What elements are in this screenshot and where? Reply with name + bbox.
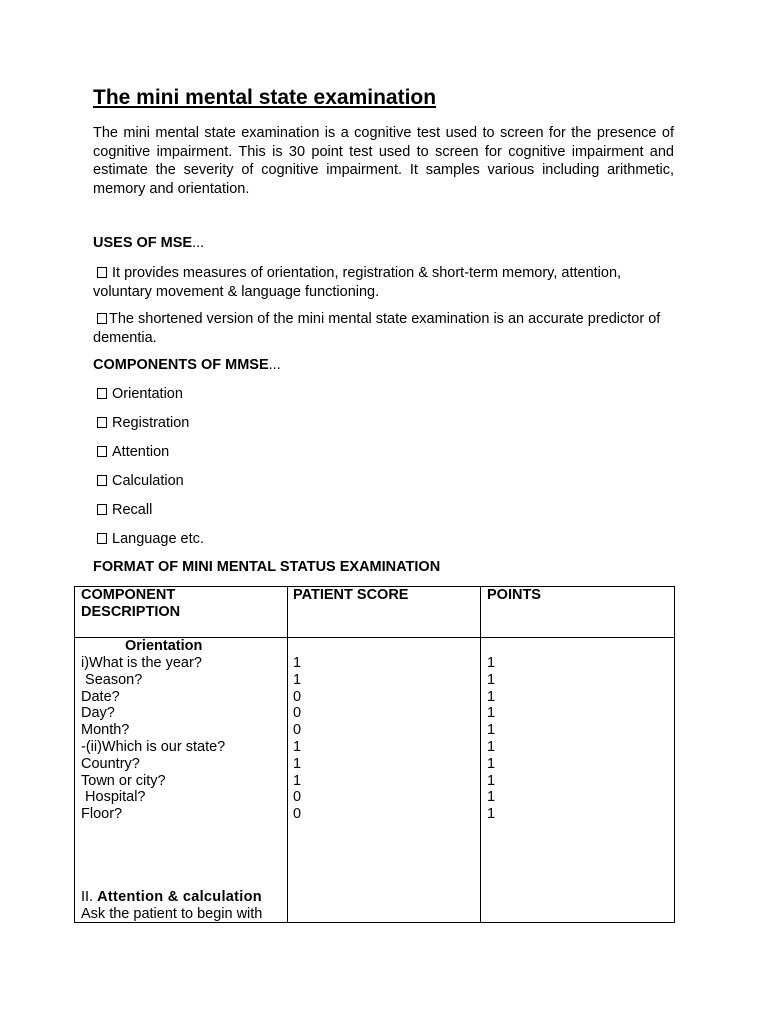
checkbox-icon: [97, 533, 107, 544]
question-cell: Date?: [81, 688, 120, 705]
header-component-description: COMPONENT DESCRIPTION: [81, 587, 181, 620]
points-cell: 1: [487, 789, 496, 806]
component-item: Calculation: [97, 472, 184, 490]
header-patient-score: PATIENT SCORE: [293, 587, 409, 603]
question-cell: Month?: [81, 722, 130, 739]
components-heading-text: COMPONENTS OF MMSE: [93, 357, 269, 373]
questions-column: [81, 655, 225, 823]
uses-heading-tail: ...: [192, 235, 205, 251]
section-attention-calculation: [81, 889, 262, 923]
points-column: [487, 655, 495, 823]
component-item: Registration: [97, 414, 189, 432]
format-heading: FORMAT OF MINI MENTAL STATUS EXAMINATION: [93, 559, 441, 575]
score-cell: 0: [293, 789, 302, 806]
components-heading: [93, 357, 281, 373]
checkbox-icon: [97, 313, 107, 324]
score-cell: 1: [293, 738, 302, 755]
component-item: Language etc.: [97, 530, 204, 548]
scores-column: [293, 655, 301, 823]
intro-paragraph: The mini mental state examination is a cognitive test used to screen for the presence of cognitive impairment. This is 30 point test used to screen for cognitive impairment and estimate the severity of cognitive impairment. It samples various including arithmetic, memory and orientation.: [93, 125, 674, 197]
question-cell: Day?: [81, 705, 115, 722]
header-points: POINTS: [487, 587, 541, 603]
uses-heading-text: USES OF MSE: [93, 235, 193, 251]
score-cell: 0: [293, 806, 302, 823]
points-cell: 1: [487, 722, 496, 739]
section2-title: Attention & calculation: [97, 889, 262, 905]
points-cell: 1: [487, 671, 496, 688]
score-cell: 0: [293, 705, 302, 722]
score-cell: 1: [293, 772, 302, 789]
question-cell: Floor?: [81, 806, 123, 823]
mmse-table: [74, 586, 675, 923]
question-cell: Town or city?: [81, 772, 166, 789]
component-item: Orientation: [97, 385, 183, 403]
points-cell: 1: [487, 655, 496, 671]
checkbox-icon: [97, 417, 107, 428]
question-cell: -(ii)Which is our state?: [81, 738, 226, 755]
points-cell: 1: [487, 738, 496, 755]
uses-item-1: [93, 264, 674, 301]
question-cell: i)What is the year?: [81, 655, 202, 671]
question-cell: Season?: [81, 671, 143, 688]
section2-prefix: II.: [81, 889, 94, 905]
uses-item-1-text: It provides measures of orientation, registration & short-term memory, attention, voluntary movement & language functioning.: [93, 265, 622, 300]
question-cell: Country?: [81, 755, 140, 772]
score-cell: 1: [293, 655, 302, 671]
uses-heading: [93, 235, 204, 251]
checkbox-icon: [97, 446, 107, 457]
points-cell: 1: [487, 806, 496, 823]
points-cell: 1: [487, 772, 496, 789]
question-cell: Hospital?: [81, 789, 146, 806]
uses-item-2: [93, 310, 674, 347]
checkbox-icon: [97, 475, 107, 486]
points-cell: 1: [487, 688, 496, 705]
section2-text: Ask the patient to begin with: [81, 906, 263, 922]
uses-item-2-text: The shortened version of the mini mental state examination is an accurate predictor of dementia.: [93, 311, 661, 346]
checkbox-icon: [97, 504, 107, 515]
checkbox-icon: [97, 388, 107, 399]
checkbox-icon: [97, 267, 107, 278]
points-cell: 1: [487, 705, 496, 722]
component-item: Recall: [97, 501, 152, 519]
score-cell: 0: [293, 688, 302, 705]
score-cell: 1: [293, 755, 302, 772]
points-cell: 1: [487, 755, 496, 772]
components-heading-tail: ...: [268, 357, 281, 373]
page-title: The mini mental state examination: [93, 86, 437, 109]
section-orientation: Orientation: [125, 638, 203, 654]
component-item: Attention: [97, 443, 169, 461]
score-cell: 1: [293, 671, 302, 688]
score-cell: 0: [293, 722, 302, 739]
